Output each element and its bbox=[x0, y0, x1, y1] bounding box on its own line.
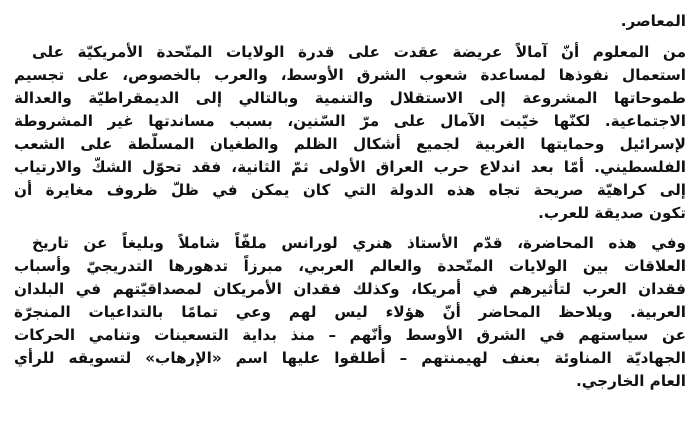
text-line: العام الخارجي. bbox=[576, 372, 686, 390]
text-line: تكون صديقة للعرب. bbox=[538, 204, 686, 222]
text-line: استعمال نفوذها لمساعدة شعوب الشرق الأوسط، والعرب بالخصوص، على تجسيم bbox=[14, 66, 686, 84]
text-line: وفي هذه المحاضرة، قدّم الأستاذ هنري لورانس ملفّاً شاملاً وبليغاً عن تاريخ bbox=[32, 234, 686, 252]
text-line: العربية. ويلاحظ المحاضر أنّ هؤلاء ليس لهم وعي تمامًا بالتداعيات المنجرّة bbox=[14, 303, 686, 321]
text-line: العلاقات بين الولايات المتّحدة والعالم العربي، مبرزاً تدهورها التدريجيّ وأسباب bbox=[14, 257, 686, 275]
text-line: إلى كراهيّة صريحة تجاه هذه الدولة التي كان يمكن في ظلّ ظروف مغايرة أن bbox=[14, 181, 686, 199]
text-line: طموحاتها المشروعة إلى الاستقلال والتنمية وبالتالي إلى الديمقراطيّة والعدالة bbox=[14, 89, 686, 107]
text-line: فقدان العرب لتأثيرهم في أمريكا، وكذلك فقدان الأمريكان لمصداقيّتهم في البلدان bbox=[14, 280, 686, 298]
text-line: المعاصر. bbox=[620, 12, 686, 30]
text-line: من المعلوم أنّ آمالاً عريضة عقدت على قدرة الولايات المتّحدة الأمريكيّة على bbox=[32, 43, 686, 61]
text-line: لإسرائيل وحمايتها الغربية لجميع أشكال الظلم والطغيان المسلّطة على الشعب bbox=[14, 135, 686, 153]
text-line: الاجتماعية. لكنّها خيّبت الآمال على مرّ السّنين، بسبب مساندتها غير المشروطة bbox=[14, 112, 686, 130]
text-line: الجهاديّة المناوئة بعنف لهيمنتهم – أطلقوا عليها اسم «الإرهاب» لتسويقه للرأي bbox=[14, 349, 686, 367]
text-line: عن سياستهم في الشرق الأوسط وأنّهم – منذ بداية التسعينات وتنامي الحركات bbox=[14, 326, 686, 344]
text-line: الفلسطيني. أمّا بعد اندلاع حرب العراق الأولى ثمّ الثانية، فقد تحوّل الشكّ والارتياب bbox=[14, 158, 686, 176]
